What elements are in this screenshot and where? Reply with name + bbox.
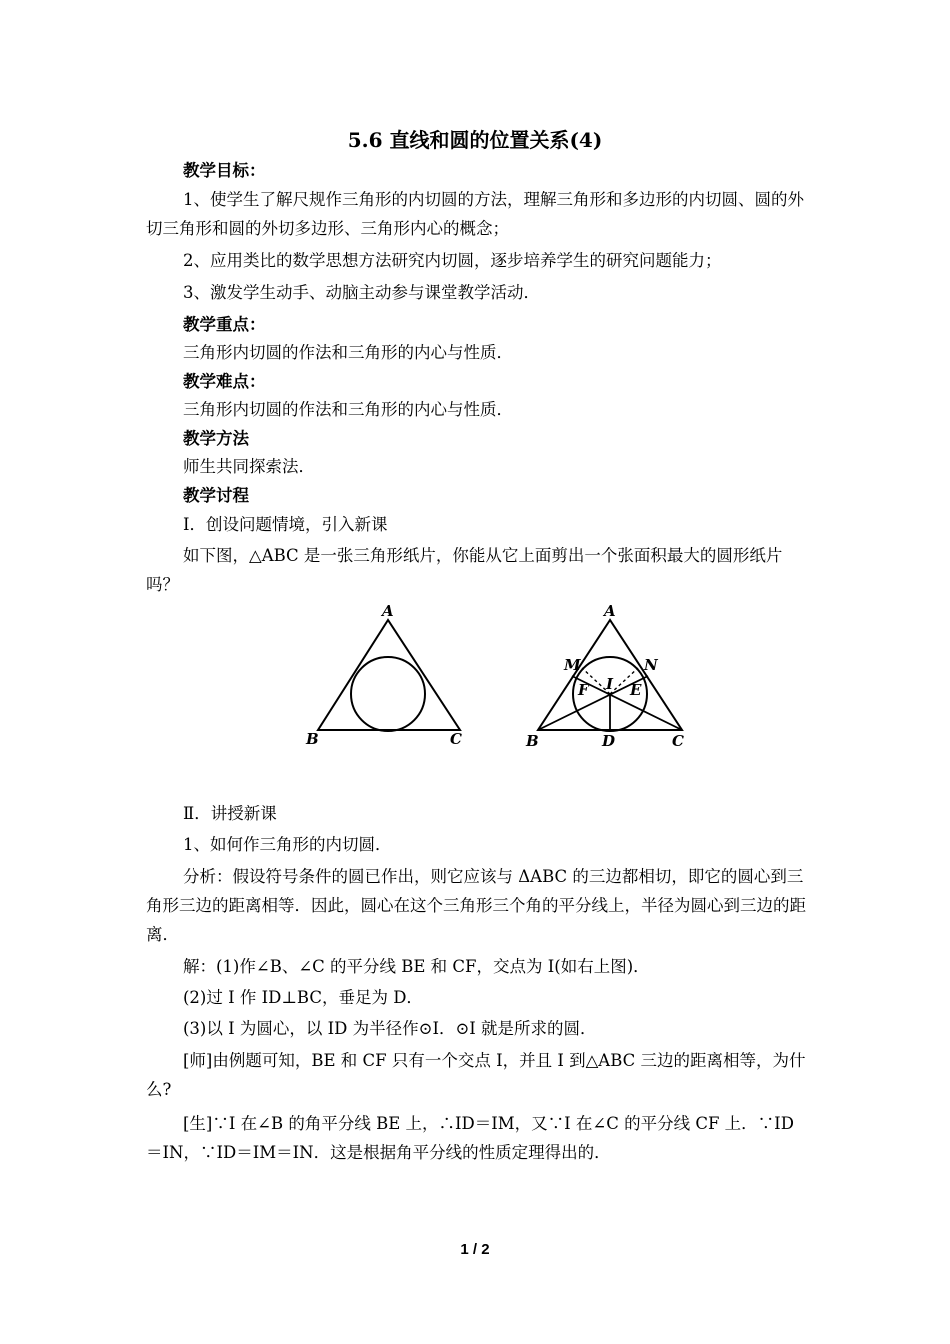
- item-1: 1、如何作三角形的内切圆．: [183, 835, 392, 854]
- triangle-abc: [318, 620, 460, 730]
- student-answer: [生]∵I 在∠B 的角平分线 BE 上，∴ID＝IM，又∵I 在∠C 的平分线 CF 上．∵ID＝IN，∵ID＝IM＝IN．这是根据角平分线的性质定理得出的．: [146, 1114, 794, 1162]
- difficulty-text: 三角形内切圆的作法和三角形的内心与性质．: [183, 400, 513, 419]
- figure-incircle-triangle: [300, 600, 480, 750]
- goal-1: 1、使学生了解尺规作三角形的内切圆的方法，理解三角形和多边形的内切圆、圆的外切三角形和圆的外切多边形、三角形内心的概念；: [146, 190, 804, 238]
- part-1-heading: Ⅰ．创设问题情境，引入新课: [183, 515, 388, 534]
- label-e: E: [630, 681, 642, 699]
- part-1-text: 如下图，△ABC 是一张三角形纸片，你能从它上面剪出一个张面积最大的圆形纸片吗？: [146, 546, 783, 594]
- label-n: N: [644, 656, 658, 674]
- label-m: M: [564, 656, 581, 674]
- analysis-text: 分析：假设符号条件的圆已作出，则它应该与 ΔABC 的三边都相切，即它的圆心到三角形三边的距离相等．因此，圆心在这个三角形三个角的平分线上，半径为圆心到三边的距离．: [146, 867, 806, 944]
- part-2-heading: Ⅱ．讲授新课: [183, 804, 277, 823]
- label-d: D: [602, 732, 616, 750]
- label-c: C: [672, 732, 684, 750]
- page-title: 5.6 直线和圆的位置关系(4): [347, 128, 603, 152]
- incircle: [351, 657, 425, 731]
- goals-heading: 教学目标：: [183, 161, 266, 180]
- solution-step-1: 解：(1)作∠B、∠C 的平分线 BE 和 CF，交点为 I(如右上图)．: [183, 957, 650, 976]
- label-b: B: [306, 730, 319, 748]
- label-a: A: [604, 602, 616, 620]
- difficulty-heading: 教学难点：: [183, 372, 266, 391]
- key-heading: 教学重点：: [183, 315, 266, 334]
- label-a: A: [382, 602, 394, 620]
- label-c: C: [450, 730, 462, 748]
- goal-2: 2、应用类比的数学思想方法研究内切圆，逐步培养学生的研究问题能力；: [183, 251, 722, 270]
- label-b: B: [526, 732, 539, 750]
- goal-3: 3、激发学生动手、动脑主动参与课堂教学活动．: [183, 283, 540, 302]
- figure-construction: [522, 600, 702, 750]
- process-heading: 教学讨程: [183, 486, 249, 505]
- key-text: 三角形内切圆的作法和三角形的内心与性质．: [183, 343, 513, 362]
- method-text: 师生共同探索法．: [183, 457, 315, 476]
- label-i: I: [606, 675, 614, 693]
- teacher-question: [师]由例题可知，BE 和 CF 只有一个交点 I，并且 I 到△ABC 三边的距离相等，为什么?: [146, 1051, 806, 1099]
- page-number: 1 / 2: [460, 1241, 490, 1258]
- method-heading: 教学方法: [183, 429, 249, 448]
- solution-step-2: (2)过 I 作 ID⊥BC，垂足为 D．: [183, 988, 423, 1007]
- solution-step-3: (3)以 I 为圆心，以 ID 为半径作⊙I．⊙I 就是所求的圆．: [183, 1019, 597, 1038]
- label-f: F: [578, 681, 589, 699]
